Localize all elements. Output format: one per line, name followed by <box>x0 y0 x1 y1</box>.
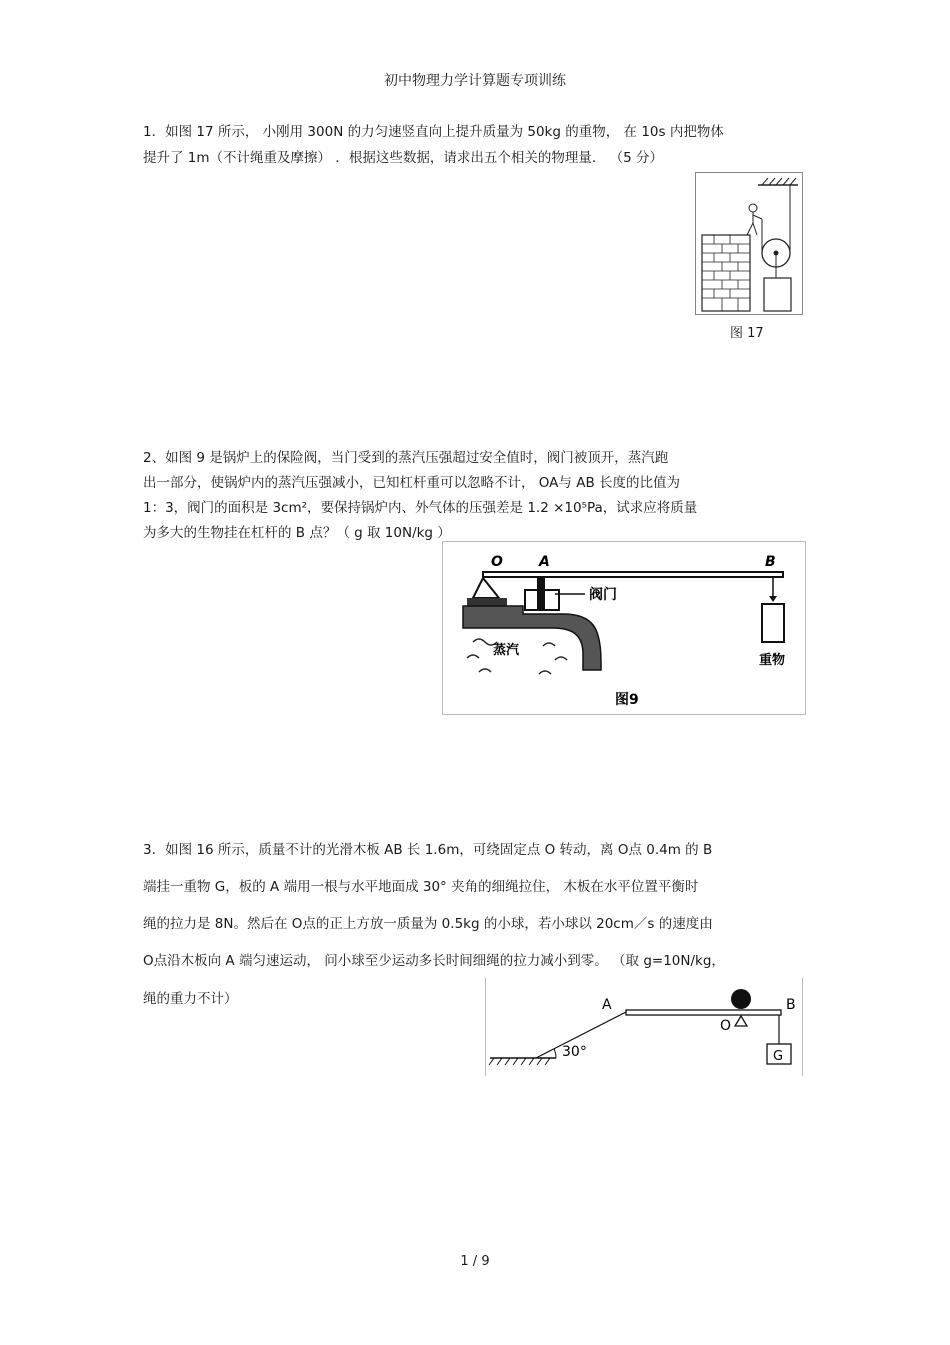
q2-line-3: 1：3，阀门的面积是 3cm²，要保持锅炉内、外气体的压强差是 1.2 ×10⁵Pa，试求应将质量 <box>143 500 698 516</box>
q3-line-5: 绳的重力不计） <box>143 991 238 1007</box>
q3-line-1: 3．如图 16 所示，质量不计的光滑木板 AB 长 1.6m，可绕固定点 O 转动，离 O点 0.4m 的 B <box>143 842 713 858</box>
figure-9-weight-label: 重物 <box>759 653 786 668</box>
q3-line-4: O点沿木板向 A 端匀速运动， 问小球至少运动多长时间细绳的拉力减小到零。 （取 g=10N/kg， <box>143 953 725 969</box>
q1-line-2: 提升了 1m（不计绳重及摩擦） ．根据这些数据，请求出五个相关的物理量． （5 分） <box>143 150 663 166</box>
figure-16-lever-board <box>485 978 803 1076</box>
figure-9-safety-valve <box>442 541 806 715</box>
figure-16-angle-label: 30° <box>562 1044 587 1060</box>
figure-9-valve-label: 阀门 <box>589 587 617 603</box>
q2-line-2: 出一部分，使锅炉内的蒸汽压强减小，已知杠杆重可以忽略不计， OA与 AB 长度的比值为 <box>143 475 680 491</box>
figure-9-steam-label: 蒸汽 <box>493 643 520 658</box>
figure-16-label-b: B <box>786 997 796 1013</box>
figure-9-label-b: B <box>765 554 776 570</box>
q2-line-4: 为多大的生物挂在杠杆的 B 点？（ g 取 10N/kg ） <box>143 525 451 541</box>
figure-17-caption: 图 17 <box>730 326 764 341</box>
figure-9-label-o: O <box>491 554 503 570</box>
figure-9-label-a: A <box>539 554 550 570</box>
q1-line-1: 1．如图 17 所示， 小刚用 300N 的力匀速竖直向上提升质量为 50kg 的重物， 在 10s 内把物体 <box>143 124 724 140</box>
figure-16-label-a: A <box>602 997 612 1013</box>
q3-line-2: 端挂一重物 G，板的 A 端用一根与水平地面成 30° 夹角的细绳拉住， 木板在水平位置平衡时 <box>143 879 699 895</box>
page-title: 初中物理力学计算题专项训练 <box>384 73 566 89</box>
page-number: 1 / 9 <box>460 1254 490 1269</box>
q2-line-1: 2、如图 9 是锅炉上的保险阀，当门受到的蒸汽压强超过安全值时，阀门被顶开，蒸汽跑 <box>143 450 669 466</box>
figure-9-caption: 图9 <box>615 692 639 708</box>
q3-line-3: 绳的拉力是 8N。然后在 O点的正上方放一质量为 0.5kg 的小球，若小球以 20cm／s 的速度由 <box>143 916 713 932</box>
figure-16-label-g: G <box>773 1049 784 1064</box>
figure-17-pulley <box>695 172 803 315</box>
figure-16-label-o: O <box>720 1018 732 1034</box>
